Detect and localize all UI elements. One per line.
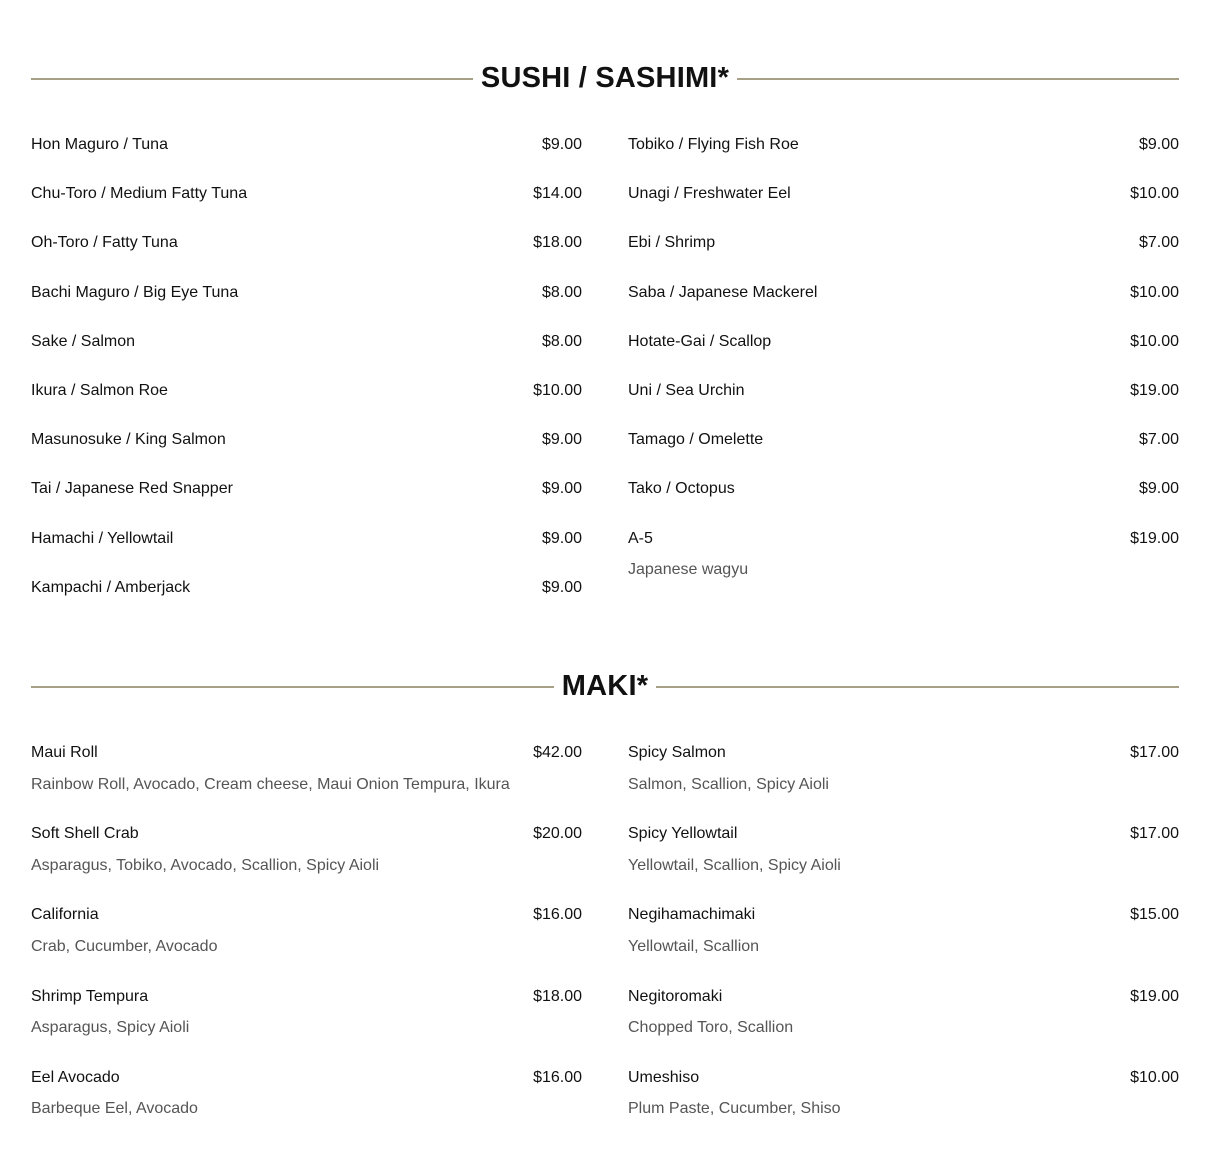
item-description: Asparagus, Tobiko, Avocado, Scallion, Spicy Aioli: [31, 856, 380, 874]
item-description: Yellowtail, Scallion, Spicy Aioli: [628, 856, 841, 874]
item-price: $9.00: [541, 136, 582, 153]
menu-item: [31, 479, 582, 528]
item-name: Unagi / Freshwater Eel: [628, 185, 791, 203]
item-price: $7.00: [1138, 234, 1179, 252]
item-price: $8.00: [541, 283, 582, 301]
menu-item: [31, 905, 582, 986]
menu-item: [31, 529, 582, 578]
item-description: Asparagus, Spicy Aioli: [31, 1019, 190, 1037]
menu-item: [628, 479, 1179, 528]
menu-item: [628, 987, 1179, 1068]
item-name: Negitoromaki: [628, 987, 723, 1005]
menu-item: [628, 430, 1179, 479]
item-price: $18.00: [533, 987, 582, 1005]
menu-item: [628, 135, 1179, 184]
item-price: $16.00: [533, 906, 582, 924]
item-price: $10.00: [1130, 332, 1179, 350]
item-price: $9.00: [1138, 480, 1179, 498]
menu-item: [628, 529, 1179, 578]
menu-item: [31, 1068, 582, 1149]
section-header: [31, 58, 1179, 98]
menu-item: [31, 283, 582, 332]
menu-item: [31, 381, 582, 430]
item-description: Japanese wagyu: [628, 561, 749, 578]
item-name: Ebi / Shrimp: [628, 234, 716, 252]
menu-item: [31, 743, 582, 824]
menu-item: [628, 381, 1179, 430]
menu-item: [628, 233, 1179, 282]
item-name: Eel Avocado: [31, 1068, 120, 1086]
item-price: $42.00: [533, 744, 582, 761]
item-price: $9.00: [541, 529, 582, 547]
item-price: $10.00: [1130, 185, 1179, 203]
menu-item: [628, 824, 1179, 905]
section-title: MAKI*: [554, 670, 656, 703]
item-price: $18.00: [533, 234, 582, 252]
menu-item: [31, 578, 582, 627]
item-name: Umeshiso: [628, 1068, 700, 1086]
maki-section: [31, 666, 1179, 1118]
menu-item: [628, 743, 1179, 824]
item-name: Masunosuke / King Salmon: [31, 431, 226, 449]
item-price: $17.00: [1130, 825, 1179, 843]
section-title: SUSHI / SASHIMI*: [473, 62, 737, 95]
menu-item: [628, 905, 1179, 986]
item-description: Crab, Cucumber, Avocado: [31, 937, 218, 955]
item-price: $10.00: [1130, 1068, 1179, 1086]
item-price: $10.00: [533, 381, 582, 399]
item-name: Chu-Toro / Medium Fatty Tuna: [31, 185, 248, 203]
item-name: Saba / Japanese Mackerel: [628, 283, 818, 301]
item-name: Ikura / Salmon Roe: [31, 381, 168, 399]
item-name: Maui Roll: [31, 744, 98, 761]
item-description: Yellowtail, Scallion: [628, 937, 760, 955]
menu-item: [628, 332, 1179, 381]
menu-item: [31, 987, 582, 1068]
menu-item: [31, 135, 582, 184]
item-name: A-5: [628, 529, 653, 547]
item-name: Spicy Salmon: [628, 744, 726, 761]
menu-item: [628, 1068, 1179, 1149]
item-price: $9.00: [541, 578, 582, 596]
item-name: Tobiko / Flying Fish Roe: [628, 136, 799, 153]
item-name: Spicy Yellowtail: [628, 825, 738, 843]
item-price: $20.00: [533, 825, 582, 843]
menu-item: [628, 184, 1179, 233]
item-name: Hotate-Gai / Scallop: [628, 332, 772, 350]
item-name: Soft Shell Crab: [31, 825, 139, 843]
item-price: $19.00: [1130, 381, 1179, 399]
item-name: Sake / Salmon: [31, 332, 136, 350]
item-name: Tako / Octopus: [628, 480, 735, 498]
item-price: $16.00: [533, 1068, 582, 1086]
item-price: $9.00: [1138, 136, 1179, 153]
menu-column-right: [628, 743, 1179, 1149]
menu-item: [31, 233, 582, 282]
item-price: $17.00: [1130, 744, 1179, 761]
menu-item: [31, 430, 582, 479]
item-name: Tamago / Omelette: [628, 431, 764, 449]
menu-column-left: [31, 135, 582, 627]
item-price: $9.00: [541, 480, 582, 498]
item-name: Hamachi / Yellowtail: [31, 529, 174, 547]
item-name: Negihamachimaki: [628, 906, 756, 924]
section-header: [31, 666, 1179, 706]
menu-column-left: [31, 743, 582, 1149]
menu-item: [31, 824, 582, 905]
menu-column-right: [628, 135, 1179, 578]
item-name: Oh-Toro / Fatty Tuna: [31, 234, 178, 252]
item-description: Chopped Toro, Scallion: [628, 1019, 794, 1037]
item-name: Shrimp Tempura: [31, 987, 149, 1005]
item-price: $8.00: [541, 332, 582, 350]
item-price: $7.00: [1138, 431, 1179, 449]
item-description: Barbeque Eel, Avocado: [31, 1100, 198, 1118]
item-price: $9.00: [541, 431, 582, 449]
item-name: Kampachi / Amberjack: [31, 578, 191, 596]
item-name: Hon Maguro / Tuna: [31, 136, 168, 153]
item-description: Salmon, Scallion, Spicy Aioli: [628, 775, 829, 793]
menu-item: [31, 332, 582, 381]
item-price: $10.00: [1130, 283, 1179, 301]
menu-item: [628, 283, 1179, 332]
menu-item: [31, 184, 582, 233]
item-description: Rainbow Roll, Avocado, Cream cheese, Maui Onion Tempura, Ikura: [31, 775, 510, 793]
item-price: $19.00: [1130, 529, 1179, 547]
item-name: California: [31, 906, 99, 924]
item-price: $15.00: [1130, 906, 1179, 924]
sushi-sashimi-section: [31, 58, 1179, 596]
item-price: $14.00: [533, 185, 582, 203]
item-name: Uni / Sea Urchin: [628, 381, 745, 399]
item-name: Tai / Japanese Red Snapper: [31, 480, 233, 498]
item-price: $19.00: [1130, 987, 1179, 1005]
item-description: Plum Paste, Cucumber, Shiso: [628, 1100, 841, 1118]
item-name: Bachi Maguro / Big Eye Tuna: [31, 283, 239, 301]
